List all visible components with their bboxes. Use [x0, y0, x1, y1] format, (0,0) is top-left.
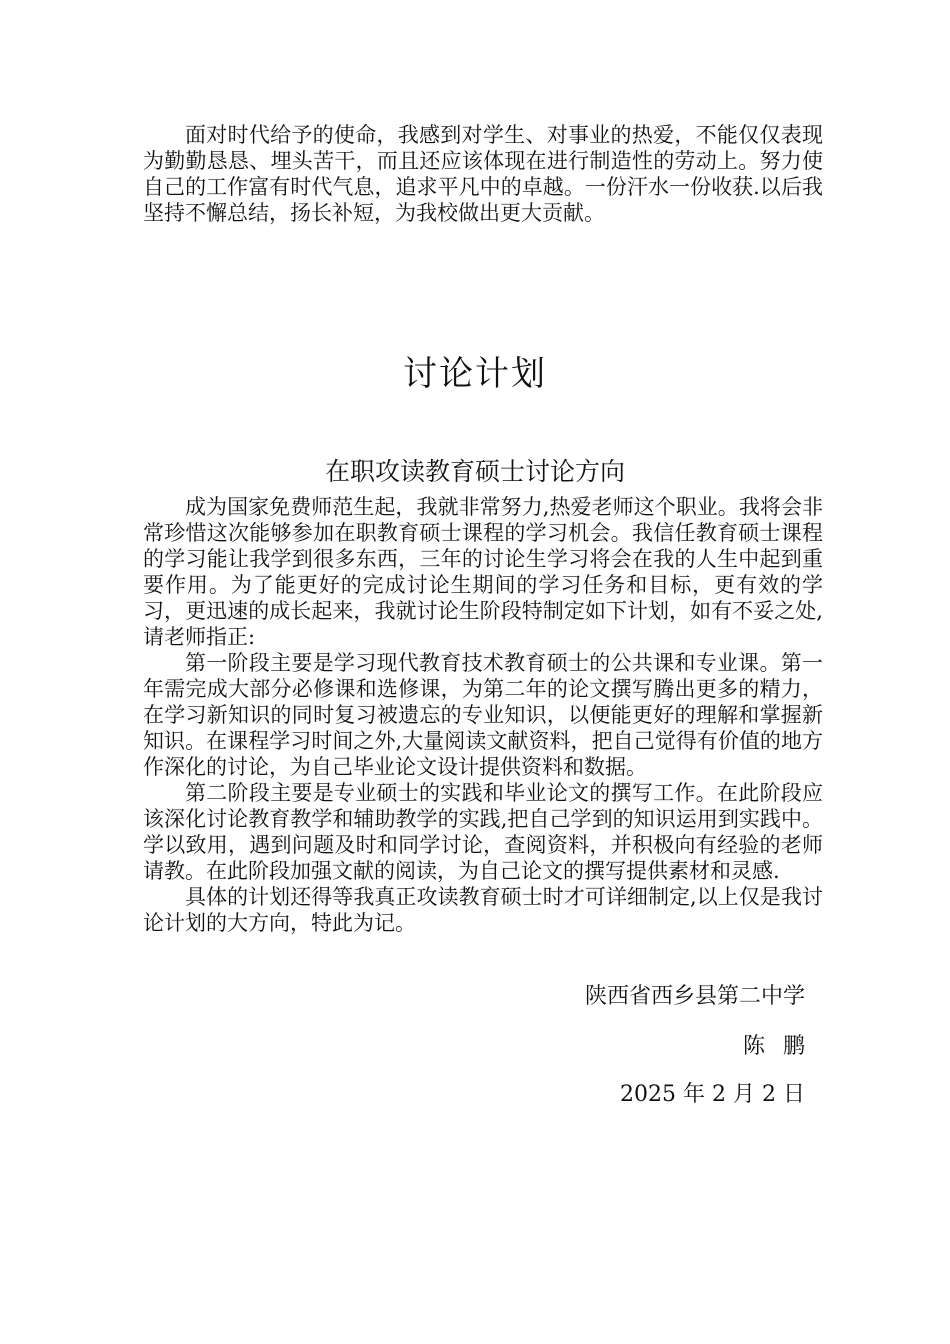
- intro-paragraph: 面对时代给予的使命，我感到对学生、对事业的热爱，不能仅仅表现为勤勤恳恳、埋头苦干，而且还应该体现在进行制造性的劳动上。努力使自己的工作富有时代气息，追求平凡中的卓越。一份汗水一份收获.以后我坚持不懈总结，扬长补短，为我校做出更大贡献。: [143, 123, 823, 225]
- signature-school: 陕西省西乡县第二中学: [584, 984, 805, 1009]
- body-section: [143, 494, 823, 936]
- signature-date: 2025 年 2 月 2 日: [620, 1082, 805, 1107]
- signature-name: 陈鹏: [742, 1034, 823, 1059]
- body-paragraph-3: 第二阶段主要是专业硕士的实践和毕业论文的撰写工作。在此阶段应该深化讨论教育教学和辅助教学的实践,把自己学到的知识运用到实践中。学以致用，遇到问题及时和同学讨论，查阅资料，并积极向有经验的老师请教。在此阶段加强文献的阅读，为自己论文的撰写提供素材和灵感.: [143, 781, 823, 883]
- document-title: 讨论计划: [403, 354, 547, 394]
- intro-section: [143, 122, 823, 226]
- body-paragraph-2: 第一阶段主要是学习现代教育技术教育硕士的公共课和专业课。第一年需完成大部分必修课和选修课，为第二年的论文撰写腾出更多的精力，在学习新知识的同时复习被遗忘的专业知识，以便能更好的理解和掌握新知识。在课程学习时间之外,大量阅读文献资料，把自己觉得有价值的地方作深化的讨论，为自己毕业论文设计提供资料和数据。: [143, 651, 823, 779]
- body-paragraph-1: 成为国家免费师范生起，我就非常努力,热爱老师这个职业。我将会非常珍惜这次能够参加在职教育硕士课程的学习机会。我信任教育硕士课程的学习能让我学到很多东西，三年的讨论生学习将会在我的人生中起到重要作用。为了能更好的完成讨论生期间的学习任务和目标，更有效的学习，更迅速的成长起来，我就讨论生阶段特制定如下计划，如有不妥之处,请老师指正:: [143, 495, 823, 649]
- document-subtitle: 在职攻读教育硕士讨论方向: [324, 457, 625, 486]
- body-paragraph-4: 具体的计划还得等我真正攻读教育硕士时才可详细制定,以上仅是我讨论计划的大方向，特此为记。: [143, 885, 823, 935]
